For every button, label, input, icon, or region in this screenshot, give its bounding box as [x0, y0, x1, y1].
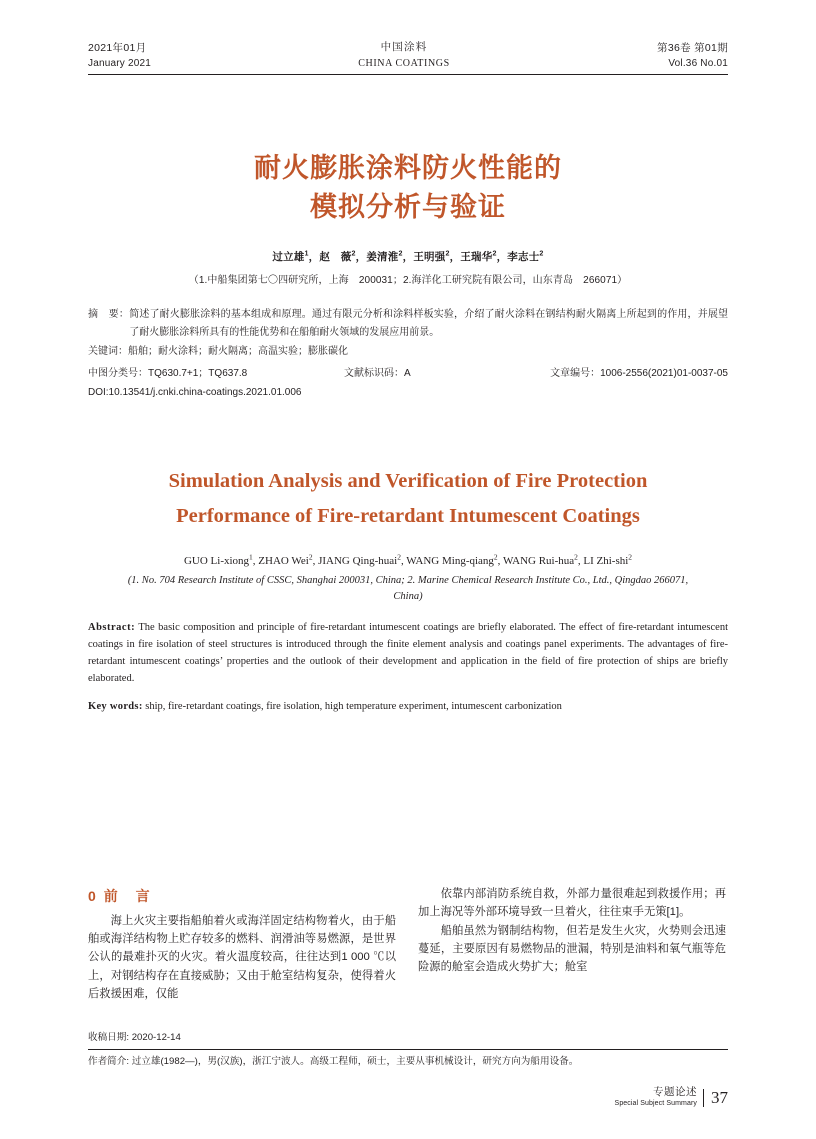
english-abstract-label: Abstract:: [88, 621, 136, 633]
author-biography: 作者简介: 过立雄(1982—)，男(汉族)，浙江宁波人。高级工程师，硕士，主要从事机械设计，研究方向为船用设备。: [88, 1056, 579, 1068]
chinese-title-line1: 耐火膨胀涂料防火性能的: [254, 152, 562, 183]
chinese-keywords-label: 关键词：: [88, 346, 128, 358]
chinese-title: [88, 149, 728, 227]
clc-number: 中图分类号：TQ630.7+1；TQ637.8: [88, 367, 248, 379]
section-heading: [88, 885, 396, 908]
article-number: 文章编号：1006-2556(2021)01-0037-05: [550, 367, 728, 379]
column-label-cn: 专题论述: [653, 1086, 697, 1098]
volume-issue-cn: 第36卷 第01期: [657, 42, 728, 54]
english-affiliation: (1. No. 704 Research Institute of CSSC, Shanghai 200031, China; 2. Marine Chemical Research Institute Co., Ltd., Qingdao 266071, China): [127, 575, 689, 603]
running-head: [88, 40, 728, 72]
chinese-keywords: [88, 343, 728, 361]
article-body: [88, 885, 728, 1003]
body-column-left: [88, 885, 396, 1003]
column-label: [615, 1084, 697, 1107]
section-number: 0: [88, 888, 98, 904]
english-abstract-text: The basic composition and principle of fire-retardant intumescent coatings are briefly elaborated. The effect of fire-retardant intumescent coatings in fire isolation of steel structures is introduced through the finite element analysis and coatings panel experiments. The advantages of fire-retardant intumescent coatings’ properties and the outlook of their development and application in the field of fire protection of ships are briefly elaborated.: [88, 621, 728, 684]
chinese-abstract-text: 简述了耐火膨胀涂料的基本组成和原理。通过有限元分析和涂料样板实验，介绍了耐火涂料在钢结构耐火隔离上所起到的作用，并展望了耐火膨胀涂料所具有的性能优势和在船舶耐火领域的发展应用前景。: [129, 309, 728, 338]
chinese-classification-row: [88, 365, 728, 383]
journal-name-cn: 中国涂料: [380, 42, 428, 53]
issue-date-en: January 2021: [88, 58, 152, 70]
journal-name-en: CHINA COATINGS: [358, 58, 450, 70]
document-code: 文献标识码：A: [344, 367, 411, 379]
english-keywords: [88, 699, 728, 716]
chinese-affiliation: （1.中船集团第七〇四研究所，上海 200031；2.海洋化工研究院有限公司，山东青岛 266071）: [188, 275, 628, 287]
volume-issue-en: Vol.36 No.01: [668, 58, 728, 70]
body-column-right: [418, 885, 726, 1003]
running-head-center: [358, 40, 449, 72]
journal-article-page: [0, 40, 816, 1139]
header-divider: [88, 74, 728, 75]
english-keywords-label: Key words:: [88, 700, 143, 712]
body-paragraph: 船舶虽然为钢制结构物，但若是发生火灾，火势则会迅速蔓延，主要原因有易燃物品的泄漏，特别是油料和氧气瓶等危险源的舱室会造成火势扩大；舱室: [418, 924, 726, 974]
english-title-line2: Performance of Fire-retardant Intumescent Coatings: [176, 505, 640, 528]
page-footer: [615, 1084, 728, 1107]
chinese-abstract-label: 摘 要：: [88, 309, 130, 321]
body-paragraph: 海上火灾主要指船舶着火或海洋固定结构物着火，由于船舶或海洋结构物上贮存较多的燃料、润滑油等易燃源，是世界公认的最难扑灭的火灾。着火温度较高，往往达到1 000 ℃以上，对钢结构存在直接威胁；又由于舱室结构复杂，使得着火后救援困难，仅能: [88, 914, 396, 1000]
english-title: [88, 464, 728, 536]
doi: DOI:10.13541/j.cnki.china-coatings.2021.01.006: [88, 387, 302, 399]
english-abstract-paragraph: [88, 619, 728, 687]
english-abstract: [88, 619, 728, 687]
english-keywords-text: ship, fire-retardant coatings, fire isolation, high temperature experiment, intumescent carbonization: [145, 700, 562, 712]
running-head-right: [657, 40, 728, 72]
chinese-authors: 过立雄$^1$，赵 薇$^2$，姜清淮$^2$，王明强$^2$，王瑞华$^2$，李志士$^2$: [272, 249, 544, 264]
footnote-divider: [88, 1049, 728, 1050]
body-paragraph: 依靠内部消防系统自救，外部力量很难起到救援作用；再加上海况等外部环境导致一旦着火，往往束手无策[1]。: [418, 888, 726, 919]
issue-date-cn: 2021年01月: [88, 42, 147, 54]
chinese-keywords-text: 船舶；耐火涂料；耐火隔离；高温实验；膨胀碳化: [128, 346, 348, 358]
chinese-abstract: [88, 306, 728, 341]
running-head-left: [88, 40, 151, 72]
english-authors: GUO Li-xiong$^1$, ZHAO Wei$^2$, JIANG Qing-huai$^2$, WANG Ming-qiang$^2$, WANG Rui-hua$^2$, LI Zhi-shi$^2$: [183, 552, 633, 568]
section-title: 前 言: [103, 888, 152, 904]
chinese-metadata: [88, 306, 728, 402]
footnotes: [88, 1030, 728, 1071]
english-title-line1: Simulation Analysis and Verification of Fire Protection: [168, 469, 648, 492]
received-date: 收稿日期: 2020-12-14: [88, 1032, 181, 1043]
chinese-title-line2: 模拟分析与验证: [310, 191, 506, 222]
column-label-en: Special Subject Summary: [614, 1100, 697, 1107]
page-number: 37: [703, 1089, 728, 1107]
